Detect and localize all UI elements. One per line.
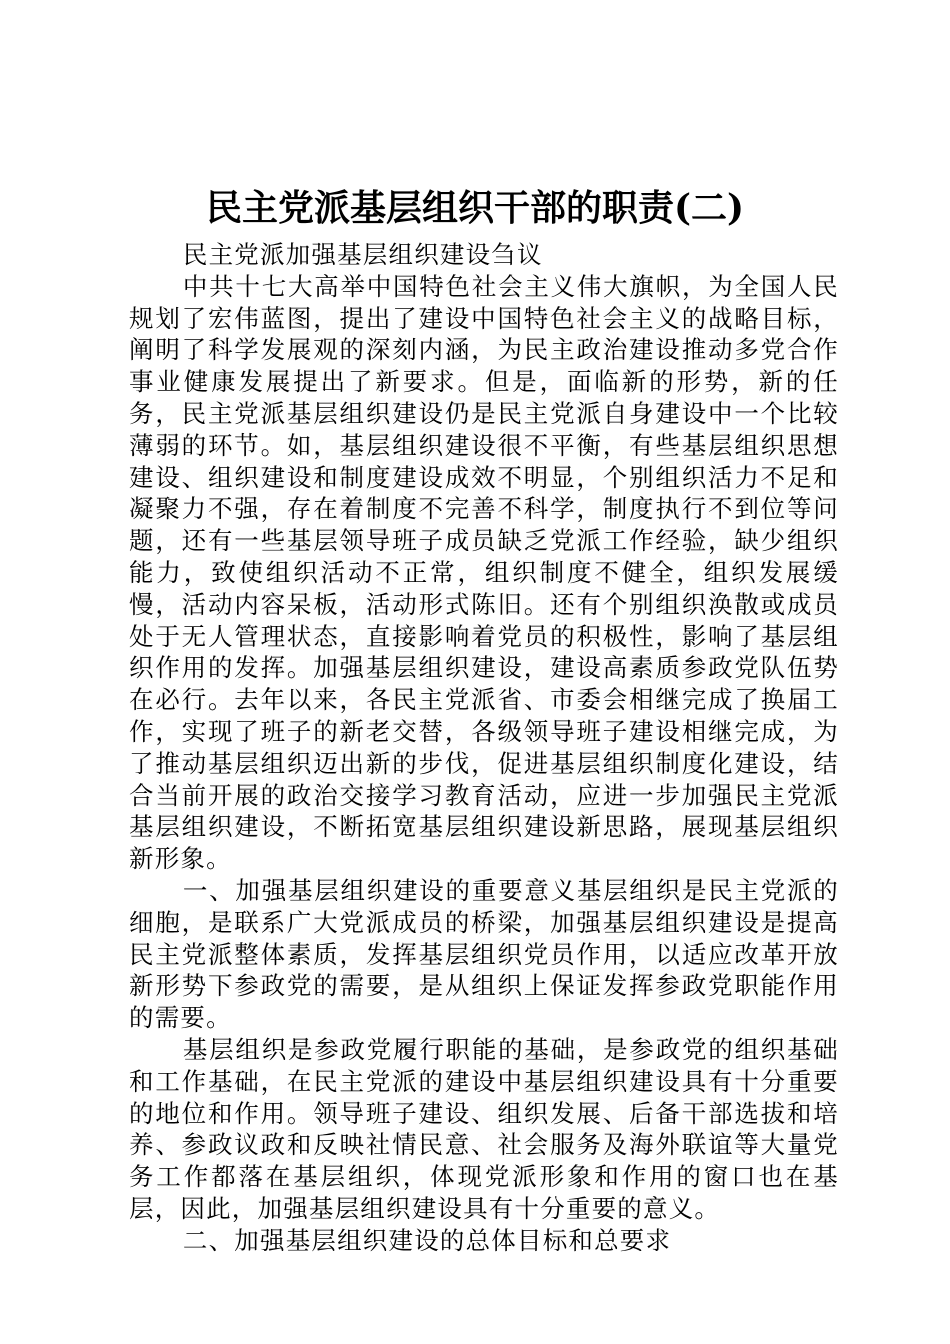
document-body	[129, 239, 839, 1257]
body-paragraph: 基层组织是参政党履行职能的基础，是参政党的组织基础和工作基础，在民主党派的建设中基层组织建设具有十分重要的地位和作用。领导班子建设、组织发展、后备干部选拔和培养、参政议政和反映社情民意、社会服务及海外联谊等大量党务工作都落在基层组织，体现党派形象和作用的窗口也在基层，因此，加强基层组织建设具有十分重要的意义。	[129, 1034, 839, 1223]
body-paragraph: 一、加强基层组织建设的重要意义基层组织是民主党派的细胞，是联系广大党派成员的桥梁，加强基层组织建设是提高民主党派整体素质，发挥基层组织党员作用，以适应改革开放新形势下参政党的需要，是从组织上保证发挥参政党职能作用的需要。	[129, 875, 839, 1033]
document-title: 民主党派基层组织干部的职责(二)	[205, 187, 745, 229]
section-heading: 二、加强基层组织建设的总体目标和总要求	[182, 1225, 672, 1255]
subtitle-paragraph: 民主党派加强基层组织建设刍议	[182, 240, 543, 269]
body-paragraph: 中共十七大高举中国特色社会主义伟大旗帜，为全国人民规划了宏伟蓝图，提出了建设中国特色社会主义的战略目标，阐明了科学发展观的深刻内涵，为民主政治建设推动多党合作事业健康发展提出了新要求。但是，面临新的形势，新的任务，民主党派基层组织建设仍是民主党派自身建设中一个比较薄弱的环节。如，基层组织建设很不平衡，有些基层组织思想建设、组织建设和制度建设成效不明显，个别组织活力不足和凝聚力不强，存在着制度不完善不科学，制度执行不到位等问题，还有一些基层领导班子成员缺乏党派工作经验，缺少组织能力，致使组织活动不正常，组织制度不健全，组织发展缓慢，活动内容呆板，活动形式陈旧。还有个别组织涣散或成员处于无人管理状态，直接影响着党员的积极性，影响了基层组织作用的发挥。加强基层组织建设，建设高素质参政党队伍势在必行。去年以来，各民主党派省、市委会相继完成了换届工作，实现了班子的新老交替，各级领导班子建设相继完成，为了推动基层组织迈出新的步伐，促进基层组织制度化建设，结合当前开展的政治交接学习教育活动，应进一步加强民主党派基层组织建设，不断拓宽基层组织建设新思路，展现基层组织新形象。	[129, 271, 839, 874]
